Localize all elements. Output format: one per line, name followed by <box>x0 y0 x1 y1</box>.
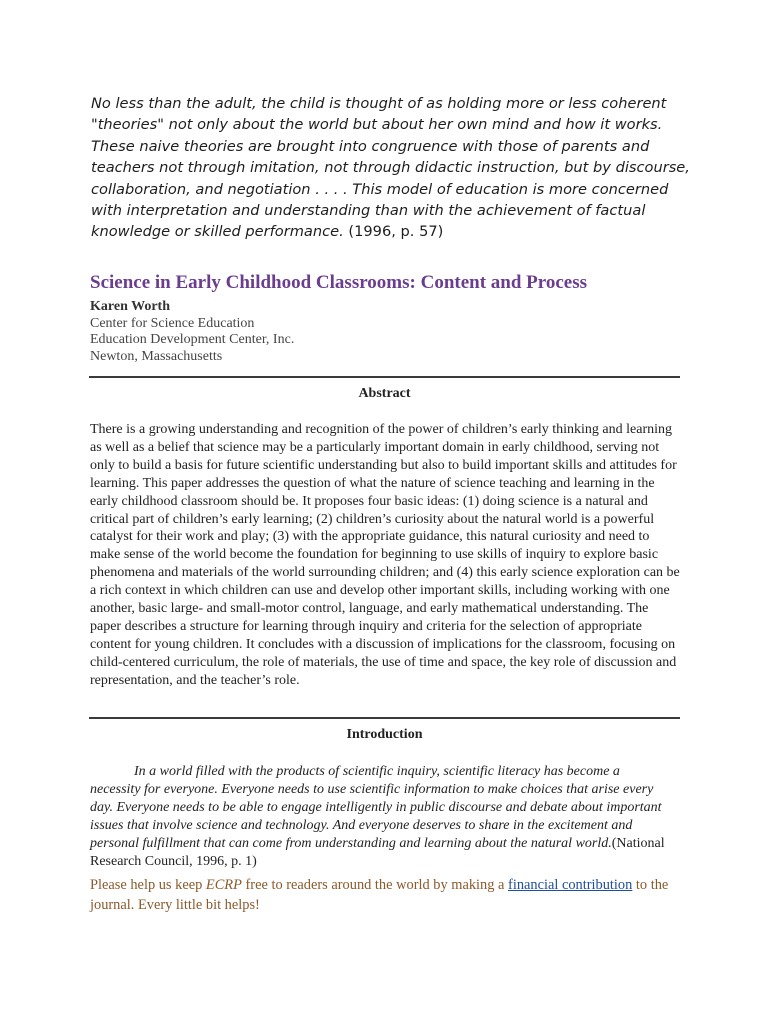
support-message <box>90 875 690 915</box>
affiliation-line: Center for Science Education <box>90 315 255 331</box>
affiliation-line: Education Development Center, Inc. <box>90 332 295 347</box>
abstract-text: There is a growing understanding and recognition of the power of children’s early thinking and learning as well as a belief that science may be a particularly important domain in early childhood, serving not only to build a basis for future scientific understanding but also to build important skills and attitudes for learning. This paper addresses the question of what the nature of science teaching and learning in the early childhood classroom should be. It proposes four basic ideas: (1) doing science is a natural and critical part of children’s early learning; (2) children’s curiosity about the natural world is a powerful catalyst for their work and play; (3) with the appropriate guidance, this natural curiosity and need to make sense of the world become the foundation for beginning to use skills of inquiry to explore basic phenomena and materials of the world surrounding children; and (4) this early science exploration can be a rich context in which children can use and develop other important skills, including working with one another, basic large- and small-motor control, language, and early mathematical understanding. The paper describes a structure for learning through inquiry and criteria for the selection of appropriate content for young children. It concludes with a discussion of implications for the classroom, focusing on child-centered curriculum, the role of materials, the use of time and space, the key role of discussion and representation, and the teacher’s role. <box>90 422 680 688</box>
journal-name: ECRP <box>205 877 242 893</box>
financial-contribution-link[interactable]: financial contribution <box>508 877 633 893</box>
introduction-citation: (National Research Council, 1996, p. 1) <box>90 835 665 869</box>
article-title: Science in Early Childhood Classrooms: Content and Process <box>90 272 588 293</box>
epigraph <box>91 93 691 243</box>
epigraph-text: No less than the adult, the child is thought of as holding more or less coherent "theories" not only about the world but about her own mind and how it works. These naive theories are brought into congruence with those of parents and teachers not through imitation, not through didactic instruction, but by discourse, collaboration, and negotiation . . . . This model of education is more concerned with interpretation and understanding than with the achievement of factual knowledge or skilled performance. <box>91 95 690 241</box>
support-text: Please help us keep <box>90 877 206 893</box>
author-name: Karen Worth <box>90 299 170 314</box>
support-text: free to readers around the world by making a <box>241 877 509 893</box>
epigraph-citation: (1996, p. 57) <box>343 223 444 241</box>
author-block <box>90 299 294 365</box>
support-text: to the journal. Every little bit helps! <box>90 877 669 913</box>
section-divider <box>89 717 680 719</box>
introduction-heading: Introduction <box>346 727 423 742</box>
introduction-quote-text: In a world filled with the products of scientific inquiry, scientific literacy has become a necessity for everyone. Everyone needs to use scientific information to make choices that arise every day. Everyone needs to be able to engage intelligently in public discourse and debate about important issues that involve science and technology. And everyone deserves to share in the excitement and personal fulfillment that can come from understanding and learning about the natural world. <box>90 764 662 851</box>
abstract-heading: Abstract <box>358 386 411 401</box>
affiliation-line: Newton, Massachusetts <box>90 348 223 364</box>
section-divider <box>89 376 680 378</box>
introduction-quote <box>90 763 670 870</box>
